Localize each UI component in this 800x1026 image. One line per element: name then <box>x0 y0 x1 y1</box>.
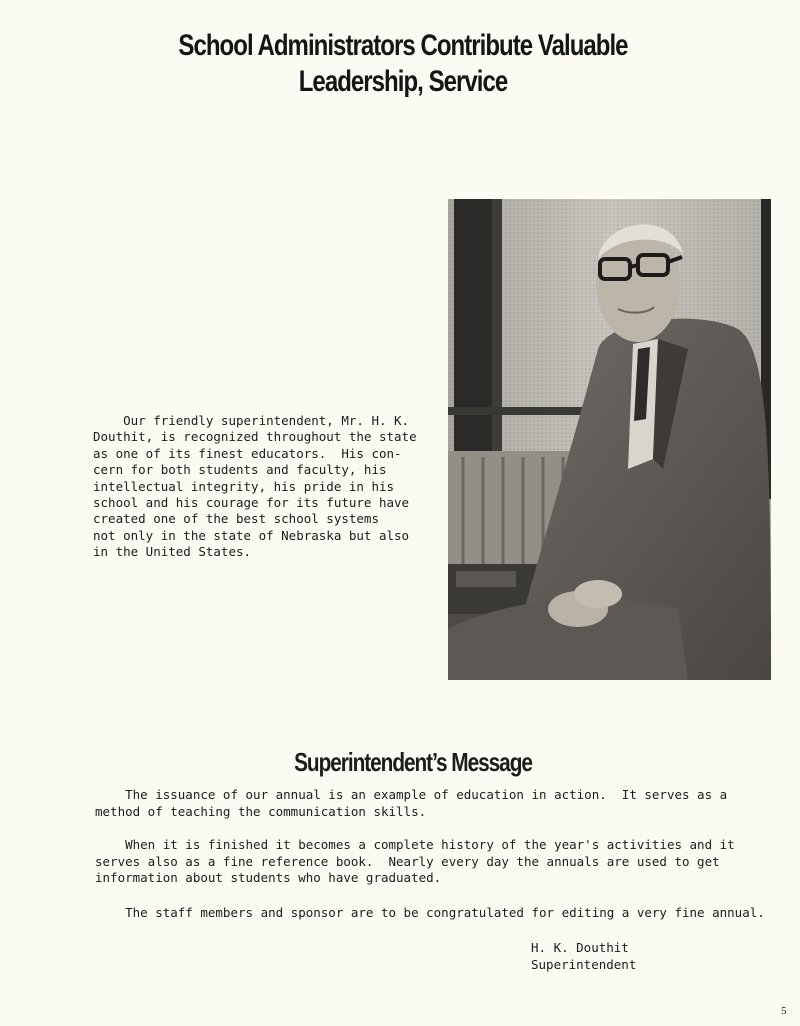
page-title-line-1: School Administrators Contribute Valuable <box>178 29 628 62</box>
message-paragraph: When it is finished it becomes a complete history of the year's activities and it serves also as a fine reference book. Nearly every day the annuals are used to get information about students who have graduated. <box>95 837 735 886</box>
superintendent-photo <box>448 199 771 680</box>
message-heading: Superintendent’s Message <box>294 747 532 777</box>
superintendent-intro-text: Our friendly superintendent, Mr. H. K. Douthit, is recognized throughout the state as one of its finest educators. His con- cern for both students and faculty, his intellectual integrity, his pride in his school and his courage for its future have created one of the best school systems not only in the state of Nebraska but also in the United States. <box>93 413 417 560</box>
page-title-line-2: Leadership, Service <box>298 65 508 98</box>
signature-block <box>531 939 636 973</box>
signature-name: H. K. Douthit <box>531 940 629 955</box>
page-number: 5 <box>781 1005 787 1017</box>
message-paragraph: The issuance of our annual is an example of education in action. It serves as a method of teaching the communication skills. <box>95 787 728 819</box>
signature-title: Superintendent <box>531 957 637 972</box>
page-title <box>83 28 723 100</box>
message-paragraph: The staff members and sponsor are to be congratulated for editing a very fine annual. <box>95 905 765 920</box>
